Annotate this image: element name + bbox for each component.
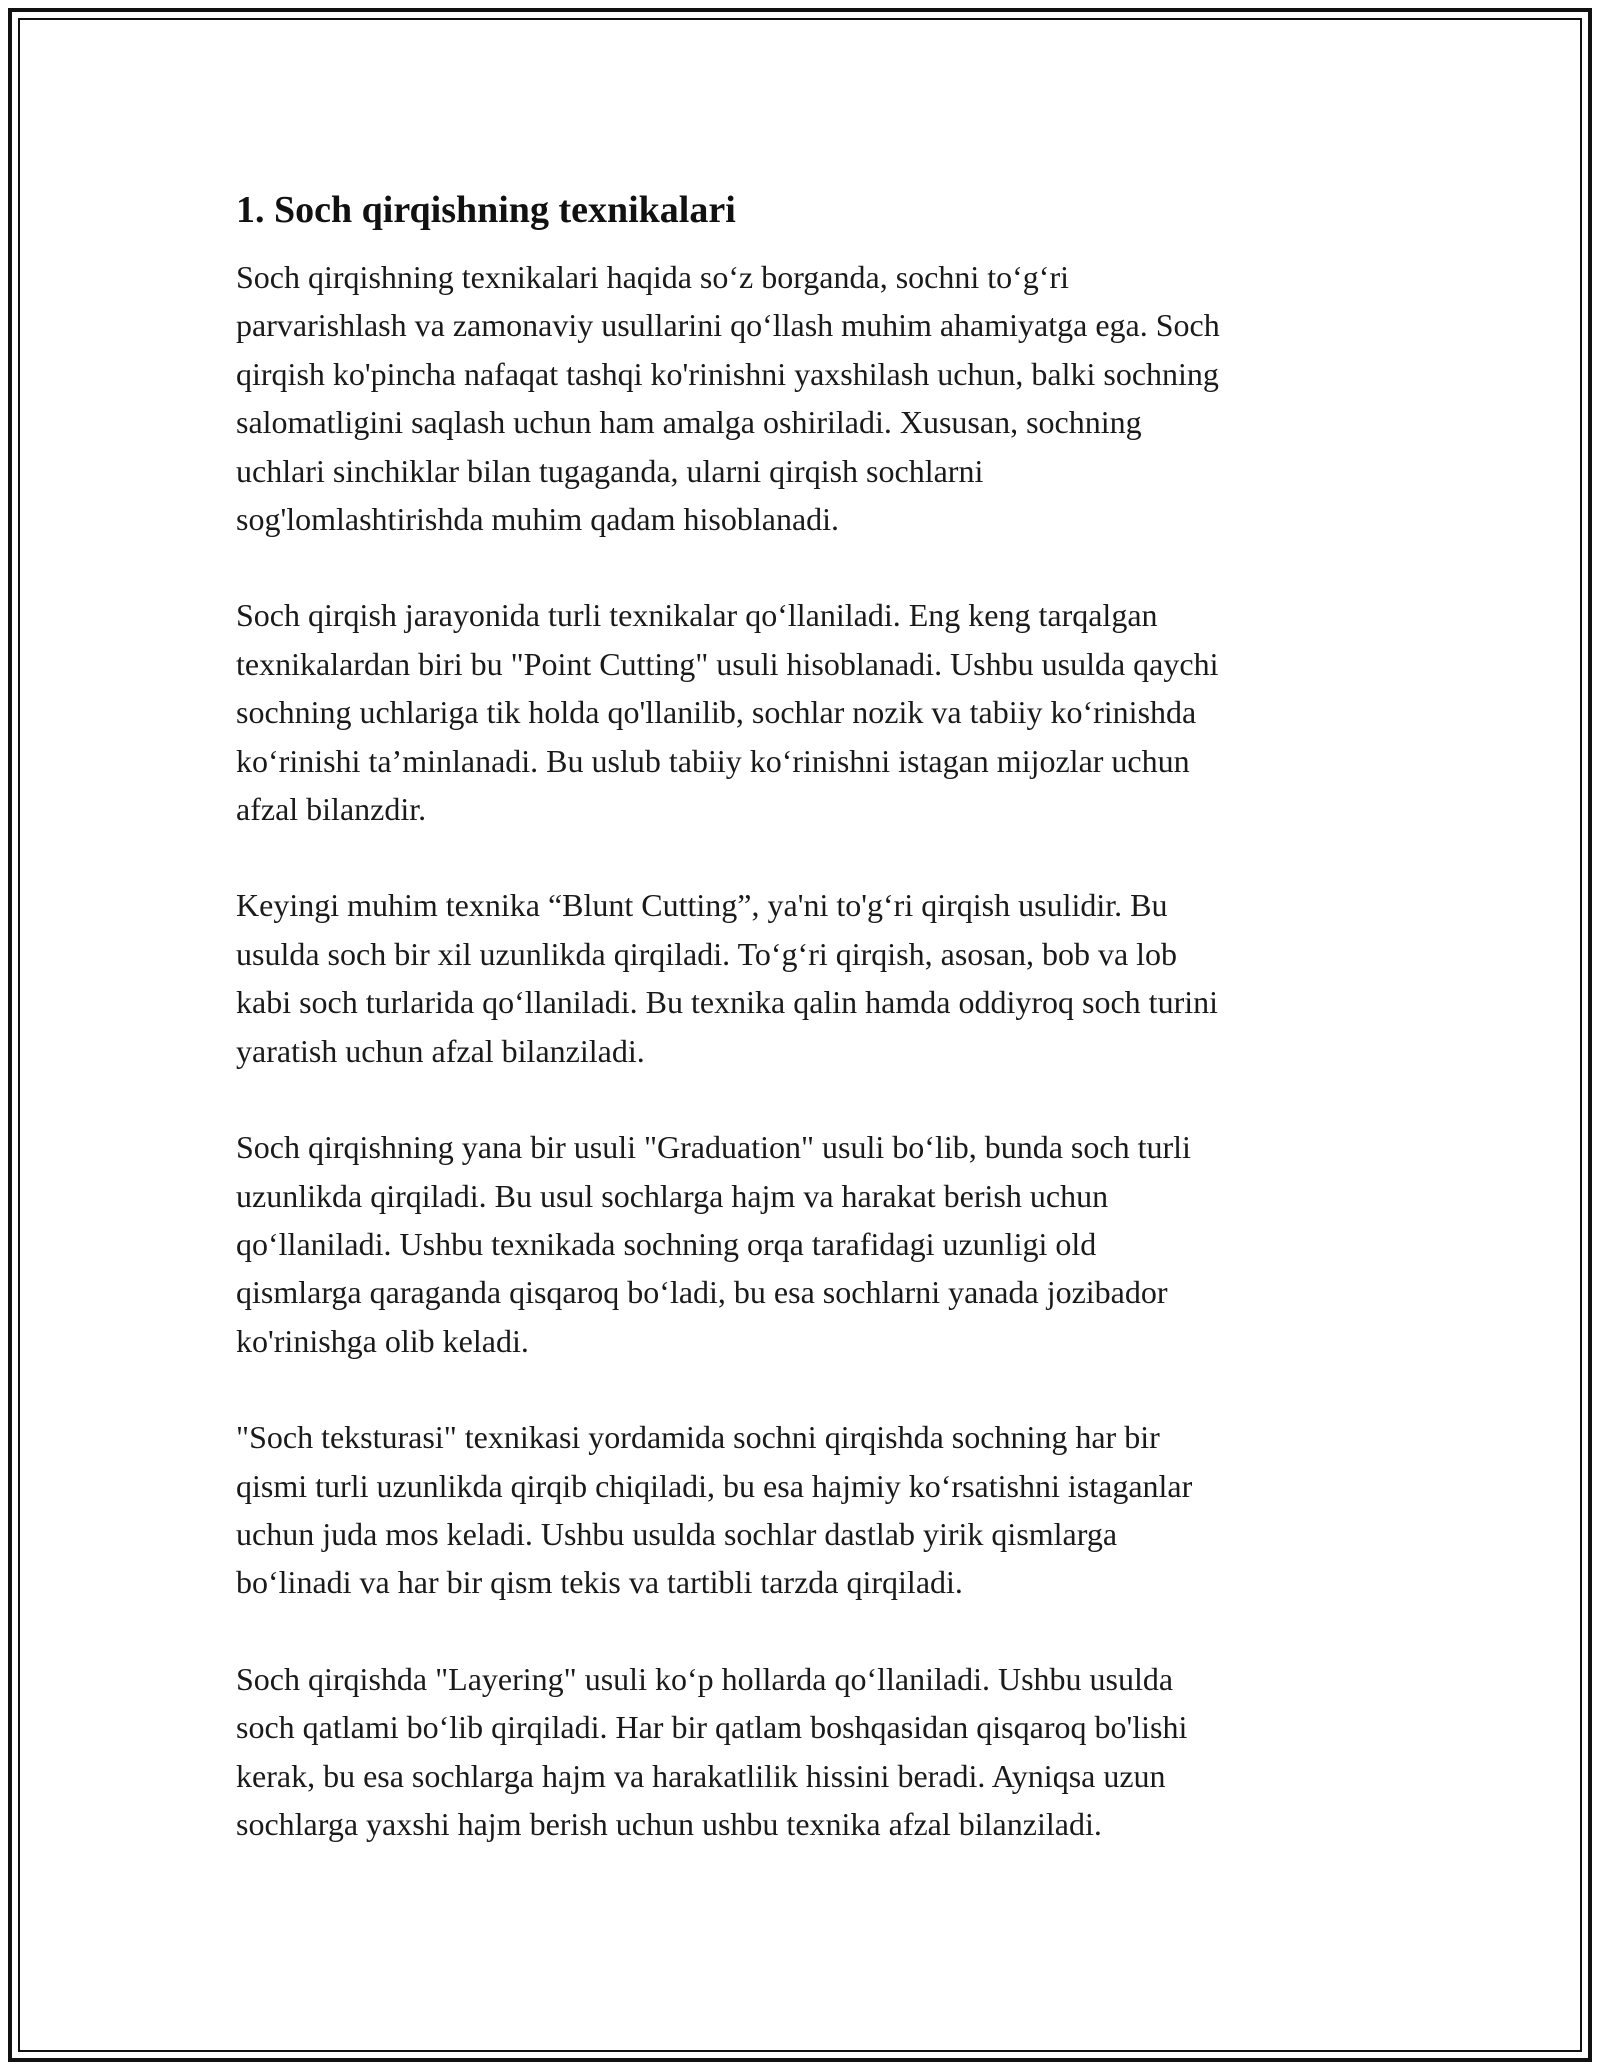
paragraph-layering: Soch qirqishda "Layering" usuli ko‘p hollarda qo‘llaniladi. Ushbu usulda soch qatlami bo‘lib qirqiladi. Har bir qatlam boshqasidan qisqaroq bo'lishi kerak, bu esa sochlarga hajm va harakatlilik hissini beradi. Ayniqsa uzun sochlarga yaxshi hajm berish uchun ushbu texnika afzal bilanziladi. bbox=[236, 1660, 1188, 1842]
paragraph-graduation: Soch qirqishning yana bir usuli "Graduation" usuli bo‘lib, bunda soch turli uzunlikda qirqiladi. Bu usul sochlarga hajm va harakat berish uchun qo‘llaniladi. Ushbu texnikada sochning orqa tarafidagi uzunligi old qismlarga qaraganda qisqaroq bo‘ladi, bu esa sochlarni yanada jozibador ko'rinishga olib keladi. bbox=[236, 1129, 1191, 1359]
section-heading: 1. Soch qirqishning texnikalari bbox=[236, 189, 736, 231]
document-body bbox=[236, 185, 1376, 1896]
paragraph-point-cutting: Soch qirqish jarayonida turli texnikalar qo‘llaniladi. Eng keng tarqalgan texnikalardan biri bu "Point Cutting" usuli hisoblanadi. Ushbu usulda qaychi sochning uchlariga tik holda qo'llanilib, sochlar nozik va tabiiy ko‘rinishda ko‘rinishi ta’minlanadi. Bu uslub tabiiy ko‘rinishni istagan mijozlar uchun afzal bilanzdir. bbox=[236, 597, 1219, 828]
paragraph-texture: "Soch teksturasi" texnikasi yordamida sochni qirqishda sochning har bir qismi turli uzunlikda qirqib chiqiladi, bu esa hajmiy ko‘rsatishni istaganlar uchun juda mos keladi. Ushbu usulda sochlar dastlab yirik qismlarga bo‘linadi va har bir qism tekis va tartibli tarzda qirqiladi. bbox=[236, 1419, 1193, 1601]
paragraph-intro: Soch qirqishning texnikalari haqida so‘z borganda, sochni to‘g‘ri parvarishlash va zamonaviy usullarini qo‘llash muhim ahamiyatga ega. Soch qirqish ko'pincha nafaqat tashqi ko'rinishni yaxshilash uchun, balki sochning salomatligini saqlash uchun ham amalga oshiriladi. Xususan, sochning uchlari sinchiklar bilan tugaganda, ularni qirqish sochlarni sog'lomlashtirishda muhim qadam hisoblanadi. bbox=[236, 259, 1220, 538]
paragraph-blunt-cutting: Keyingi muhim texnika “Blunt Cutting”, ya'ni to'g‘ri qirqish usulidir. Bu usulda soch bir xil uzunlikda qirqiladi. To‘g‘ri qirqish, asosan, bob va lob kabi soch turlarida qo‘llaniladi. Bu texnika qalin hamda oddiyroq soch turini yaratish uchun afzal bilanziladi. bbox=[236, 887, 1218, 1069]
